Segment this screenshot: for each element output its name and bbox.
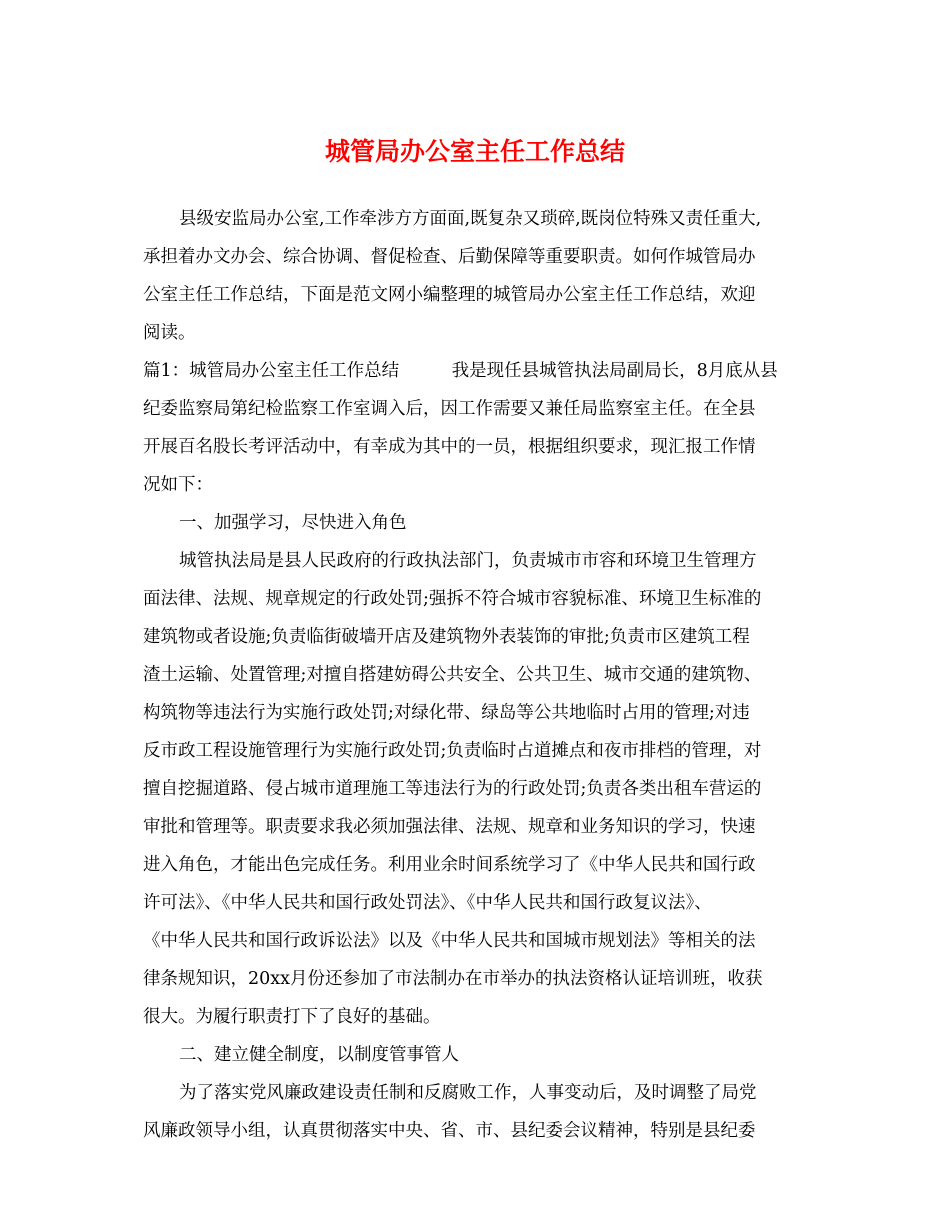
text-line: 阅读。 [143,323,196,343]
text-line: 渣土运输、处置管理;对擅自搭建妨碍公共安全、公共卫生、城市交通的建筑物、 [143,665,762,685]
document-body [143,200,808,1150]
text-line: 城管执法局是县人民政府的行政执法部门，负责城市市容和环境卫生管理方 [179,551,757,571]
text-line: 县级安监局办公室,工作牵涉方方面面,既复杂又琐碎,既岗位特殊又责任重大, [179,209,762,229]
text-line: 公室主任工作总结，下面是范文网小编整理的城管局办公室主任工作总结，欢迎 [143,285,756,305]
text-line: 构筑物等违法行为实施行政处罚;对绿化带、绿岛等公共地临时占用的管理;对违 [143,703,750,723]
document-title: 城管局办公室主任工作总结 [324,137,625,166]
text-line: 面法律、法规、规章规定的行政处罚;强拆不符合城市容貌标准、环境卫生标准的 [143,589,762,609]
text-line: 许可法》、《中华人民共和国行政处罚法》、《中华人民共和国行政复议法》、 [143,893,712,913]
text-line: 擅自挖掘道路、侵占城市道理施工等违法行为的行政处罚;负责各类出租车营运的 [143,779,762,799]
text-line: 律条规知识，20xx月份还参加了市法制办在市举办的执法资格认证培训班，收获 [143,969,763,989]
text-line: 审批和管理等。职责要求我必须加强法律、法规、规章和业务知识的学习，快速 [143,817,756,837]
text-line: 为了落实党风廉政建设责任制和反腐败工作，人事变动后，及时调整了局党 [179,1083,757,1103]
text-line: 纪委监察局第纪检监察工作室调入后，因工作需要又兼任局监察室主任。在全县 [143,399,756,419]
text-line: 《中华人民共和国行政诉讼法》以及《中华人民共和国城市规划法》等相关的法 [143,931,756,951]
text-line: 开展百名股长考评活动中，有幸成为其中的一员，根据组织要求，现汇报工作情 [143,437,756,457]
text-line: 反市政工程设施管理行为实施行政处罚;负责临时占道摊点和夜市排档的管理，对 [143,741,762,761]
text-line: 一、加强学习，尽快进入角色 [179,513,407,533]
text-line: 建筑物或者设施;负责临街破墙开店及建筑物外表装饰的审批;负责市区建筑工程 [143,627,750,647]
text-line: 况如下： [143,475,213,495]
text-line: 篇1：城管局办公室主任工作总结 我是现任县城管执法局副局长，8月底从县 [143,361,778,381]
text-line: 进入角色，才能出色完成任务。利用业余时间系统学习了《中华人民共和国行政 [143,855,756,875]
text-line: 很大。为履行职责打下了良好的基础。 [143,1007,441,1027]
text-line: 二、建立健全制度，以制度管事管人 [179,1045,459,1065]
text-line: 风廉政领导小组，认真贯彻落实中央、省、市、县纪委会议精神，特别是县纪委 [143,1121,756,1141]
text-line: 承担着办文办会、综合协调、督促检查、后勤保障等重要职责。如何作城管局办 [143,247,756,267]
